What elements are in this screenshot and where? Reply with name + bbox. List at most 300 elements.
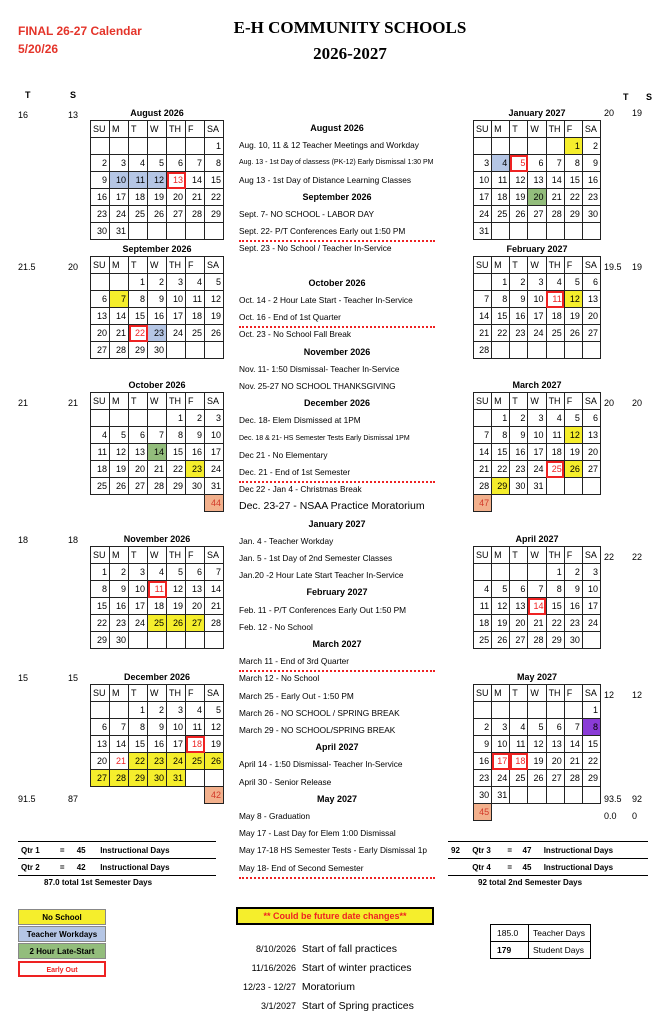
day-cell: 15 <box>492 308 510 325</box>
day-cell: 30 <box>186 478 205 495</box>
day-cell: 10 <box>528 291 546 308</box>
weekday-header: M <box>492 685 510 702</box>
day-cell <box>510 223 528 240</box>
day-cell <box>474 702 492 719</box>
day-cell <box>492 342 510 359</box>
day-cell: 21 <box>564 753 582 770</box>
day-cell: 1 <box>564 138 582 155</box>
weekday-header: W <box>528 685 546 702</box>
total-cell <box>91 495 110 512</box>
day-cell: 14 <box>546 172 564 189</box>
day-cell: 21 <box>186 189 205 206</box>
day-cell: 4 <box>186 274 205 291</box>
total-cell <box>510 495 528 512</box>
teacher-day-count: 16 <box>18 110 29 120</box>
event-item <box>239 258 435 275</box>
day-cell: 26 <box>205 753 224 770</box>
event-month-heading: December 2026 <box>303 398 371 409</box>
day-cell: 31 <box>528 478 546 495</box>
day-cell: 5 <box>205 702 224 719</box>
day-cell <box>91 702 110 719</box>
day-cell: 3 <box>528 274 546 291</box>
student-day-count: 87 <box>68 794 79 804</box>
day-cell: 14 <box>474 308 492 325</box>
day-cell: 26 <box>167 615 186 632</box>
day-cell: 20 <box>510 615 528 632</box>
day-cell: 24 <box>474 206 492 223</box>
day-cell: 20 <box>167 189 186 206</box>
day-cell <box>528 702 546 719</box>
weekday-header: SA <box>205 547 224 564</box>
weekday-header: TH <box>546 121 564 138</box>
day-cell: 10 <box>528 427 546 444</box>
day-cell: 30 <box>474 787 492 804</box>
day-cell <box>205 223 224 240</box>
teacher-day-count: 22 <box>604 552 615 562</box>
day-cell <box>564 478 582 495</box>
day-cell: 5 <box>510 155 528 172</box>
final-label: FINAL 26-27 Calendar 5/20/26 <box>18 24 142 56</box>
day-cell <box>129 138 148 155</box>
day-cell: 2 <box>91 155 110 172</box>
student-day-count: 19 <box>632 108 643 118</box>
day-cell <box>186 632 205 649</box>
day-cell <box>528 564 546 581</box>
day-cell: 20 <box>546 753 564 770</box>
day-cell: 16 <box>110 598 129 615</box>
day-cell: 29 <box>492 478 510 495</box>
total-cell <box>167 787 186 804</box>
teacher-day-count: 21.5 <box>18 262 36 272</box>
day-cell: 13 <box>91 308 110 325</box>
event-item: Jan. 4 - Teacher Workday <box>239 535 334 546</box>
day-cell: 1 <box>129 702 148 719</box>
event-item: Dec 21 - No Elementary <box>239 449 328 460</box>
day-cell: 18 <box>492 189 510 206</box>
day-cell: 4 <box>474 581 492 598</box>
day-cell <box>474 274 492 291</box>
event-item: Feb. 11 - P/T Conferences Early Out 1:50 PM <box>239 604 407 615</box>
day-cell: 26 <box>564 461 582 478</box>
weekday-header: SA <box>205 685 224 702</box>
total-cell <box>110 787 129 804</box>
total-cell <box>129 787 148 804</box>
day-cell: 11 <box>186 719 205 736</box>
day-cell: 27 <box>91 770 110 787</box>
day-cell: 13 <box>129 444 148 461</box>
event-item: Dec. 18 & 21- HS Semester Tests Early Dismissal 1PM <box>239 434 410 442</box>
weekday-header: TH <box>546 393 564 410</box>
weekday-header: W <box>528 393 546 410</box>
day-cell: 5 <box>564 410 582 427</box>
weekday-header: SU <box>91 257 110 274</box>
day-cell: 13 <box>582 291 600 308</box>
day-cell: 8 <box>564 155 582 172</box>
event-item: Sept. 22- P/T Conferences Early out 1:50 PM <box>239 226 406 237</box>
day-cell: 9 <box>510 291 528 308</box>
day-cell: 1 <box>546 564 564 581</box>
day-cell: 10 <box>474 172 492 189</box>
day-cell: 22 <box>205 189 224 206</box>
day-cell <box>528 223 546 240</box>
day-cell: 14 <box>186 172 205 189</box>
weekday-header: SU <box>91 547 110 564</box>
day-cell <box>205 632 224 649</box>
day-cell: 15 <box>582 736 600 753</box>
day-cell: 10 <box>110 172 129 189</box>
day-cell: 24 <box>167 325 186 342</box>
day-cell: 4 <box>91 427 110 444</box>
day-cell: 17 <box>528 444 546 461</box>
day-cell: 31 <box>492 787 510 804</box>
day-cell: 27 <box>167 206 186 223</box>
event-item: May 17-18 HS Semester Tests - Early Dismissal 1p <box>239 845 427 856</box>
event-item: May 17 - Last Day for Elem 1:00 Dismissal <box>239 828 396 839</box>
day-cell: 13 <box>528 172 546 189</box>
day-cell <box>546 787 564 804</box>
event-item: April 30 - Senior Release <box>239 776 332 787</box>
day-cell: 4 <box>492 155 510 172</box>
day-cell <box>186 342 205 359</box>
day-cell: 30 <box>582 206 600 223</box>
day-cell: 17 <box>167 736 186 753</box>
teacher-day-count: 18 <box>18 535 29 545</box>
event-item: Dec. 23-27 - NSAA Practice Moratorium <box>239 500 425 513</box>
weekday-header: TH <box>546 547 564 564</box>
day-cell: 1 <box>492 274 510 291</box>
day-cell: 21 <box>205 598 224 615</box>
day-cell: 8 <box>546 581 564 598</box>
day-cell: 3 <box>582 564 600 581</box>
teacher-day-count: 93.5 <box>604 794 622 804</box>
weekday-header: F <box>564 257 582 274</box>
day-cell: 17 <box>129 598 148 615</box>
day-cell <box>564 787 582 804</box>
day-cell: 25 <box>148 615 167 632</box>
day-cell: 29 <box>205 206 224 223</box>
day-cell: 29 <box>129 770 148 787</box>
weekday-header: TH <box>546 685 564 702</box>
day-cell: 16 <box>582 172 600 189</box>
col-t-label-right: T <box>623 92 629 102</box>
weekday-header: T <box>129 257 148 274</box>
weekday-header: SA <box>582 393 600 410</box>
day-cell: 11 <box>91 444 110 461</box>
day-cell: 1 <box>167 410 186 427</box>
day-cell: 8 <box>492 427 510 444</box>
total-cell <box>91 787 110 804</box>
day-cell: 9 <box>564 581 582 598</box>
day-cell: 1 <box>205 138 224 155</box>
month-calendar <box>90 392 224 512</box>
day-cell: 20 <box>129 461 148 478</box>
day-cell <box>582 223 600 240</box>
day-cell: 2 <box>474 719 492 736</box>
day-cell: 11 <box>546 291 564 308</box>
day-cell: 19 <box>205 736 224 753</box>
event-item: Aug. 10, 11 & 12 Teacher Meetings and Workday <box>239 140 419 151</box>
day-cell: 6 <box>91 719 110 736</box>
event-item: Feb. 12 - No School <box>239 621 313 632</box>
event-item: March 29 - NO SCHOOL/SPRING BREAK <box>239 725 396 735</box>
day-cell: 13 <box>546 736 564 753</box>
weekday-header: F <box>186 393 205 410</box>
day-cell <box>167 342 186 359</box>
day-cell: 31 <box>110 223 129 240</box>
day-cell: 2 <box>564 564 582 581</box>
day-cell: 28 <box>110 342 129 359</box>
day-cell <box>510 342 528 359</box>
day-cell: 12 <box>205 291 224 308</box>
event-item: Dec. 21 - End of 1st Semester <box>239 467 351 477</box>
day-cell: 20 <box>582 308 600 325</box>
weekday-header: SA <box>582 685 600 702</box>
day-cell: 24 <box>582 615 600 632</box>
day-cell: 8 <box>492 291 510 308</box>
total-cell: 44 <box>205 495 224 512</box>
day-cell: 16 <box>474 753 492 770</box>
divider <box>239 877 435 879</box>
event-item: Oct. 23 - No School Fall Break <box>239 329 352 340</box>
day-cell: 27 <box>582 325 600 342</box>
event-item: Dec. 18- Elem Dismissed at 1PM <box>239 415 361 426</box>
day-cell: 1 <box>129 274 148 291</box>
day-cell <box>582 478 600 495</box>
day-cell: 21 <box>528 615 546 632</box>
day-cell: 22 <box>564 189 582 206</box>
day-cell: 5 <box>167 564 186 581</box>
quarter-table-left: Qtr 1 = 45 Instructional Days Qtr 2 = 42 Instructional Days <box>18 841 216 876</box>
day-cell: 17 <box>110 189 129 206</box>
day-cell <box>564 223 582 240</box>
event-month-heading: August 2026 <box>310 123 364 133</box>
day-cell: 19 <box>110 461 129 478</box>
event-item: Sept. 23 - No School / Teacher In-Service <box>239 243 392 254</box>
day-cell: 7 <box>148 427 167 444</box>
day-cell: 15 <box>205 172 224 189</box>
weekday-header: TH <box>167 547 186 564</box>
day-cell: 25 <box>91 478 110 495</box>
day-cell: 27 <box>528 206 546 223</box>
total-cell <box>564 495 582 512</box>
day-cell: 7 <box>528 581 546 598</box>
day-cell: 10 <box>167 719 186 736</box>
event-item: Dec 22 - Jan 4 - Christmas Break <box>239 484 362 495</box>
day-cell: 14 <box>148 444 167 461</box>
weekday-header: T <box>510 393 528 410</box>
day-cell <box>148 410 167 427</box>
day-cell: 15 <box>91 598 110 615</box>
weekday-header: F <box>186 257 205 274</box>
day-cell: 25 <box>546 325 564 342</box>
day-cell: 8 <box>91 581 110 598</box>
weekday-header: SA <box>205 121 224 138</box>
day-cell: 14 <box>474 444 492 461</box>
total-cell: 45 <box>474 804 492 821</box>
event-month-heading: February 2027 <box>306 587 368 598</box>
total-cell <box>110 495 129 512</box>
day-cell: 27 <box>510 632 528 649</box>
day-cell: 1 <box>91 564 110 581</box>
event-item: April 14 - 1:50 Dismissal- Teacher In-Service <box>239 759 403 770</box>
day-cell: 7 <box>186 155 205 172</box>
student-day-count: 22 <box>632 552 643 562</box>
day-cell: 16 <box>91 189 110 206</box>
day-cell <box>91 274 110 291</box>
day-cell: 24 <box>492 770 510 787</box>
day-cell: 5 <box>148 155 167 172</box>
month-calendar <box>90 546 224 649</box>
day-cell: 18 <box>148 598 167 615</box>
weekday-header: F <box>186 121 205 138</box>
col-s-label: S <box>70 90 77 100</box>
total-cell <box>148 787 167 804</box>
weekday-header: SU <box>91 393 110 410</box>
day-cell: 22 <box>91 615 110 632</box>
day-cell <box>474 138 492 155</box>
day-cell: 6 <box>129 427 148 444</box>
day-cell <box>564 342 582 359</box>
weekday-header: M <box>110 685 129 702</box>
month-title: February 2027 <box>506 244 568 254</box>
total-cell <box>546 495 564 512</box>
day-cell: 9 <box>582 155 600 172</box>
day-cell: 12 <box>492 598 510 615</box>
day-cell: 30 <box>148 342 167 359</box>
day-cell: 9 <box>474 736 492 753</box>
day-cell: 9 <box>186 427 205 444</box>
day-cell: 8 <box>129 719 148 736</box>
day-cell: 20 <box>91 753 110 770</box>
day-cell: 18 <box>474 615 492 632</box>
day-cell: 9 <box>510 427 528 444</box>
day-cell: 14 <box>110 736 129 753</box>
legend-late-start: 2 Hour Late-Start <box>18 943 106 959</box>
weekday-header: SA <box>582 121 600 138</box>
month-title: October 2026 <box>128 380 186 390</box>
day-cell: 25 <box>129 206 148 223</box>
day-cell: 22 <box>546 615 564 632</box>
day-cell: 11 <box>474 598 492 615</box>
month-calendar <box>473 684 601 821</box>
day-cell: 29 <box>91 632 110 649</box>
weekday-header: W <box>528 547 546 564</box>
weekday-header: SU <box>474 257 492 274</box>
day-cell: 21 <box>546 189 564 206</box>
event-month-heading: November 2026 <box>303 346 371 357</box>
day-cell <box>186 770 205 787</box>
weekday-header: TH <box>546 257 564 274</box>
day-cell <box>110 138 129 155</box>
day-cell: 25 <box>492 206 510 223</box>
event-item: March 12 - No School <box>239 673 320 684</box>
day-cell: 28 <box>564 770 582 787</box>
month-title: August 2026 <box>130 108 184 118</box>
weekday-header: SA <box>205 257 224 274</box>
total-cell <box>582 495 600 512</box>
day-cell: 29 <box>129 342 148 359</box>
day-cell: 4 <box>510 719 528 736</box>
day-cell: 25 <box>546 461 564 478</box>
day-cell: 6 <box>582 274 600 291</box>
day-cell: 2 <box>186 410 205 427</box>
weekday-header: M <box>492 121 510 138</box>
weekday-header: SU <box>474 393 492 410</box>
weekday-header: F <box>186 547 205 564</box>
event-item: Sept. 7- NO SCHOOL - LABOR DAY <box>239 209 375 219</box>
day-cell: 10 <box>167 291 186 308</box>
day-cell: 6 <box>91 291 110 308</box>
day-cell <box>167 632 186 649</box>
day-cell <box>582 342 600 359</box>
day-cell: 12 <box>167 581 186 598</box>
day-cell: 28 <box>205 615 224 632</box>
day-cell: 26 <box>528 770 546 787</box>
future-changes-warning: ** Could be future date changes** <box>236 907 434 925</box>
weekday-header: T <box>510 685 528 702</box>
day-cell: 17 <box>205 444 224 461</box>
weekday-header: SU <box>474 685 492 702</box>
day-cell: 28 <box>474 478 492 495</box>
day-cell: 13 <box>91 736 110 753</box>
weekday-header: W <box>528 121 546 138</box>
day-cell: 29 <box>167 478 186 495</box>
day-cell: 21 <box>148 461 167 478</box>
day-cell: 7 <box>110 291 129 308</box>
weekday-header: SU <box>474 547 492 564</box>
month-calendar <box>90 120 224 240</box>
day-cell: 16 <box>564 598 582 615</box>
day-cell: 18 <box>91 461 110 478</box>
weekday-header: TH <box>167 257 186 274</box>
sem2-total: 92 total 2nd Semester Days <box>478 878 583 887</box>
day-cell: 10 <box>492 736 510 753</box>
day-cell: 4 <box>129 155 148 172</box>
weekday-header: W <box>148 547 167 564</box>
day-cell <box>546 342 564 359</box>
day-cell <box>528 787 546 804</box>
day-cell <box>129 632 148 649</box>
day-cell: 19 <box>528 753 546 770</box>
weekday-header: TH <box>167 685 186 702</box>
day-cell: 13 <box>186 581 205 598</box>
day-cell: 28 <box>110 770 129 787</box>
month-title: January 2027 <box>508 108 566 118</box>
weekday-header: W <box>148 393 167 410</box>
day-cell <box>186 223 205 240</box>
day-cell: 3 <box>167 274 186 291</box>
student-day-count: 20 <box>632 398 643 408</box>
day-cell: 6 <box>186 564 205 581</box>
day-cell: 3 <box>528 410 546 427</box>
weekday-header: SU <box>474 121 492 138</box>
student-day-count: 12 <box>632 690 643 700</box>
day-cell: 19 <box>167 598 186 615</box>
day-cell: 14 <box>205 581 224 598</box>
day-cell: 7 <box>564 719 582 736</box>
weekday-header: T <box>510 547 528 564</box>
day-cell <box>546 478 564 495</box>
day-cell: 15 <box>492 444 510 461</box>
month-title: December 2026 <box>123 672 191 682</box>
event-item: March 25 - Early Out - 1:50 PM <box>239 690 354 701</box>
event-item: March 26 - NO SCHOOL / SPRING BREAK <box>239 707 400 718</box>
day-cell: 12 <box>110 444 129 461</box>
day-cell <box>91 138 110 155</box>
day-cell: 23 <box>510 325 528 342</box>
totals-table: 185.0 Teacher Days 179 Student Days <box>490 924 591 959</box>
day-cell: 3 <box>492 719 510 736</box>
